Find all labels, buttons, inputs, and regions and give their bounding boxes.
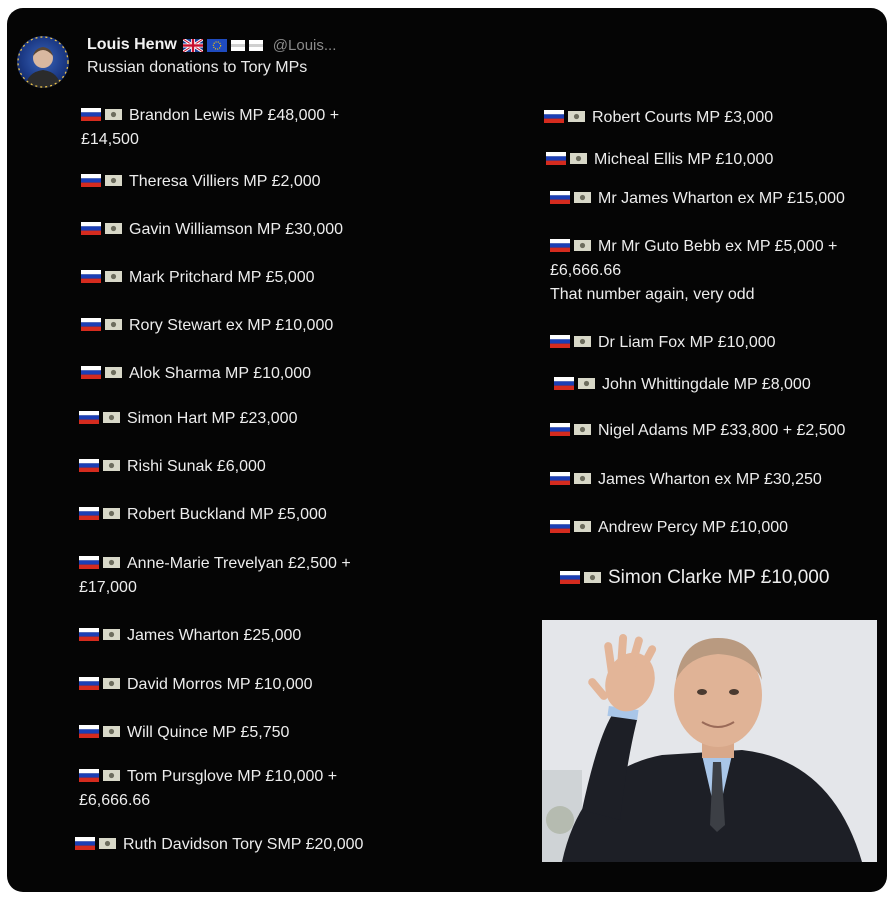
donation-line <box>79 624 301 648</box>
donation-line <box>550 235 837 259</box>
england-flag-icon <box>231 39 265 52</box>
russia-flag-icon <box>550 423 570 436</box>
donation-text: Mr Mr Guto Bebb ex MP £5,000 + <box>598 238 838 255</box>
donation-entry <box>79 552 351 600</box>
donation-text: Rory Stewart ex MP £10,000 <box>129 317 334 334</box>
russia-money-flags <box>550 422 592 436</box>
donation-entry <box>81 362 311 386</box>
donation-line <box>550 468 822 492</box>
donation-continuation: £14,500 <box>81 131 139 148</box>
money-icon <box>574 336 591 347</box>
russia-money-flags <box>81 221 123 235</box>
donation-line <box>550 187 845 211</box>
donation-text: Robert Courts MP £3,000 <box>592 109 774 126</box>
donation-text: Alok Sharma MP £10,000 <box>129 365 312 382</box>
donation-line <box>79 552 351 576</box>
russia-money-flags <box>81 173 123 187</box>
russia-flag-icon <box>81 318 101 331</box>
donation-entry <box>81 170 321 194</box>
donation-text: Robert Buckland MP £5,000 <box>127 506 327 523</box>
donation-text: Simon Hart MP £23,000 <box>127 410 298 427</box>
donation-entry <box>550 516 788 540</box>
donation-line <box>79 721 289 745</box>
russia-money-flags <box>550 519 592 533</box>
russia-money-flags <box>79 724 121 738</box>
donation-text: James Wharton £25,000 <box>127 627 302 644</box>
money-icon <box>103 629 120 640</box>
donation-entry <box>81 266 315 290</box>
money-icon <box>105 367 122 378</box>
donation-text: Nigel Adams MP £33,800 + £2,500 <box>598 422 846 439</box>
donation-text: Mr James Wharton ex MP £15,000 <box>598 190 845 207</box>
donation-text: Will Quince MP £5,750 <box>127 724 290 741</box>
russia-money-flags <box>75 836 117 850</box>
russia-flag-icon <box>81 270 101 283</box>
money-icon <box>103 557 120 568</box>
russia-flag-icon <box>79 507 99 520</box>
russia-money-flags <box>550 471 592 485</box>
donation-line <box>75 833 363 857</box>
donation-entry <box>79 673 313 697</box>
donation-line <box>79 673 313 697</box>
donation-text: Mark Pritchard MP £5,000 <box>129 269 315 286</box>
donation-entry <box>79 765 337 813</box>
russia-money-flags <box>544 109 586 123</box>
russia-flag-icon <box>81 174 101 187</box>
donation-line <box>81 362 311 386</box>
russia-money-flags <box>81 269 123 283</box>
donation-text: Anne-Marie Trevelyan £2,500 + <box>127 555 351 572</box>
money-icon <box>105 271 122 282</box>
money-icon <box>574 521 591 532</box>
author-flags <box>183 39 265 52</box>
donation-text: Tom Pursglove MP £10,000 + <box>127 768 338 785</box>
author-handle[interactable]: @Louis... <box>272 36 337 54</box>
donation-entry <box>550 187 845 211</box>
tweet-card[interactable] <box>7 8 887 892</box>
donation-entry <box>79 721 289 745</box>
politician-photo[interactable] <box>542 620 877 862</box>
russia-flag-icon <box>75 837 95 850</box>
russia-flag-icon <box>550 335 570 348</box>
russia-money-flags <box>79 676 121 690</box>
tweet-text: Russian donations to Tory MPs <box>87 59 308 76</box>
donation-line <box>550 516 788 540</box>
donation-entry <box>79 455 266 479</box>
russia-flag-icon <box>550 520 570 533</box>
donation-entry <box>554 373 811 397</box>
donation-text: Dr Liam Fox MP £10,000 <box>598 334 776 351</box>
donation-text: David Morros MP £10,000 <box>127 676 313 693</box>
money-icon <box>574 424 591 435</box>
tweet-header <box>87 34 336 56</box>
money-icon <box>103 508 120 519</box>
russia-flag-icon <box>79 628 99 641</box>
russia-flag-icon <box>79 459 99 472</box>
russia-flag-icon <box>81 366 101 379</box>
uk-flag-icon <box>183 39 203 52</box>
russia-money-flags <box>79 627 121 641</box>
russia-money-flags <box>546 151 588 165</box>
russia-flag-icon <box>81 222 101 235</box>
money-icon <box>105 175 122 186</box>
donation-line <box>81 218 343 242</box>
donation-entry <box>79 503 327 527</box>
money-icon <box>574 473 591 484</box>
russia-money-flags <box>81 317 123 331</box>
donation-line <box>544 106 773 130</box>
money-icon <box>103 460 120 471</box>
donation-line <box>81 104 339 128</box>
russia-money-flags <box>81 107 123 121</box>
donation-continuation: That number again, very odd <box>550 286 755 303</box>
donation-text: Ruth Davidson Tory SMP £20,000 <box>123 836 364 853</box>
donation-line <box>79 407 297 431</box>
money-icon <box>103 770 120 781</box>
russia-flag-icon <box>81 108 101 121</box>
donation-entry <box>550 331 776 355</box>
money-icon <box>99 838 116 849</box>
author-name[interactable]: Louis Henw <box>87 36 177 53</box>
money-icon <box>574 192 591 203</box>
donation-text: Andrew Percy MP £10,000 <box>598 519 789 536</box>
russia-flag-icon <box>550 191 570 204</box>
donation-line <box>79 503 327 527</box>
donation-entry <box>81 218 343 242</box>
donation-entry <box>544 106 773 130</box>
russia-flag-icon <box>79 725 99 738</box>
donation-line <box>81 170 321 194</box>
donation-text: Rishi Sunak £6,000 <box>127 458 266 475</box>
donation-entry <box>550 468 822 492</box>
donation-text: James Wharton ex MP £30,250 <box>598 471 822 488</box>
money-icon <box>578 378 595 389</box>
money-icon <box>574 240 591 251</box>
donation-text: Simon Clarke MP £10,000 <box>608 567 830 588</box>
russia-flag-icon <box>544 110 564 123</box>
donation-line <box>79 765 337 789</box>
donation-line <box>81 314 333 338</box>
russia-money-flags <box>79 410 121 424</box>
donation-line <box>79 455 266 479</box>
russia-money-flags <box>79 458 121 472</box>
donation-continuation: £6,666.66 <box>550 262 622 279</box>
russia-flag-icon <box>79 556 99 569</box>
donation-line <box>81 266 315 290</box>
russia-money-flags <box>79 555 121 569</box>
donation-entry <box>81 104 339 152</box>
donation-continuation: £17,000 <box>79 579 137 596</box>
russia-flag-icon <box>560 571 580 584</box>
russia-money-flags <box>81 365 123 379</box>
russia-flag-icon <box>546 152 566 165</box>
donation-text: Brandon Lewis MP £48,000 + <box>129 107 340 124</box>
donation-entry <box>75 833 363 857</box>
donation-entry <box>79 407 297 431</box>
eu-flag-icon <box>207 39 227 52</box>
money-icon <box>570 153 587 164</box>
donation-entry <box>560 565 829 591</box>
russia-flag-icon <box>554 377 574 390</box>
russia-flag-icon <box>79 769 99 782</box>
russia-flag-icon <box>79 677 99 690</box>
russia-money-flags <box>554 376 596 390</box>
donation-line <box>550 331 776 355</box>
money-icon <box>584 572 601 583</box>
donation-entry <box>550 419 845 443</box>
russia-flag-icon <box>550 472 570 485</box>
donation-text: John Whittingdale MP £8,000 <box>602 376 811 393</box>
russia-money-flags <box>550 334 592 348</box>
donation-entry <box>79 624 301 648</box>
donation-text: Theresa Villiers MP £2,000 <box>129 173 321 190</box>
russia-money-flags <box>560 570 602 584</box>
money-icon <box>103 726 120 737</box>
russia-money-flags <box>550 238 592 252</box>
donation-line <box>560 565 829 591</box>
donation-continuation: £6,666.66 <box>79 792 151 809</box>
russia-money-flags <box>550 190 592 204</box>
russia-flag-icon <box>79 411 99 424</box>
money-icon <box>103 412 120 423</box>
donation-text: Gavin Williamson MP £30,000 <box>129 221 344 238</box>
donation-entry <box>546 148 773 172</box>
donation-entry <box>81 314 333 338</box>
donation-line <box>546 148 773 172</box>
russia-flag-icon <box>550 239 570 252</box>
money-icon <box>568 111 585 122</box>
avatar[interactable] <box>17 36 69 88</box>
money-icon <box>105 109 122 120</box>
money-icon <box>105 223 122 234</box>
money-icon <box>103 678 120 689</box>
money-icon <box>105 319 122 330</box>
donation-line <box>554 373 811 397</box>
donation-entry <box>550 235 837 307</box>
donation-text: Micheal Ellis MP £10,000 <box>594 151 774 168</box>
russia-money-flags <box>79 768 121 782</box>
donation-line <box>550 419 845 443</box>
russia-money-flags <box>79 506 121 520</box>
